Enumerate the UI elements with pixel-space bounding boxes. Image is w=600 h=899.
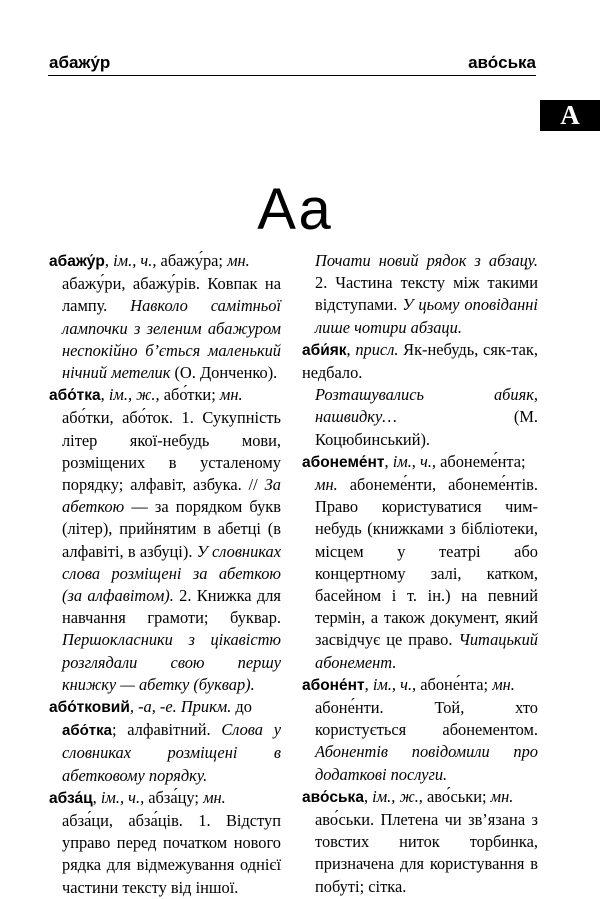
- entry-plural-mark: мн.: [492, 674, 515, 694]
- entry-example: Навколо самітньої лампочки з зеленим абажуром неспокійно б’ється маленький нічний метелик: [62, 296, 281, 383]
- dictionary-entry: [49, 696, 281, 787]
- entry-forms-plural: або́тки, або́ток.: [62, 408, 173, 428]
- dictionary-entry-continuation: [302, 250, 538, 339]
- entry-source: (О. Донченко).: [174, 363, 278, 383]
- entry-example: Почати новий рядок з абзацу.: [315, 251, 538, 270]
- running-head-right: аво́ська: [468, 53, 536, 72]
- entry-example: Читацький абонемент.: [315, 630, 538, 672]
- header-rule: [48, 75, 536, 76]
- dictionary-entry: абоне́нт, ім., ч., абоне́нта; мн. абоне́нти. Той, хто користується абонементом. Абонентів повідомили про додаткові послуги.: [302, 674, 538, 784]
- left-column: [49, 250, 281, 899]
- entry-headword: аби́як: [302, 341, 347, 359]
- entry-headword: абоне́нт: [302, 676, 365, 694]
- entry-forms-plural: абонеме́нти, абонеме́нтів.: [349, 475, 538, 495]
- entry-forms-plural: абоне́нти.: [315, 698, 384, 718]
- section-letter-heading: Аа: [257, 177, 333, 242]
- entry-headword: абажу́р: [49, 253, 105, 270]
- entry-grammar: , -а, -е.: [129, 697, 177, 717]
- entry-definition: Той, хто користується абонементом.: [315, 698, 538, 740]
- thumb-index-tab: А: [540, 100, 600, 131]
- entry-definition: Плетена чи зв’язана з товстих ниток торбинка, призначена для користування в побуті; сітка.: [315, 810, 538, 896]
- entry-definition: Право користуватися чим-небудь (книжками з бібліотеки, місцем у театрі або концертному залі, катком, басейном і т. ін.) на певний термін, а також документ, який засвідчує це право.: [315, 497, 538, 650]
- entry-grammar: ім., ж.,: [108, 385, 160, 405]
- entry-example: Абонентів повідомили про додаткові послуги.: [315, 742, 538, 784]
- entry-definition: 1. Сукупність літер якої-небудь мови, розміщених в усталеному порядку; алфавіт, азбука. //: [62, 408, 281, 495]
- entry-cross-reference: або́тка: [62, 722, 112, 740]
- entry-forms: абонеме́нта;: [440, 451, 526, 471]
- entry-grammar: присл.: [355, 339, 399, 359]
- entry-definition: ; алфавітний.: [111, 720, 211, 740]
- running-head-left: абажу́р: [49, 53, 111, 72]
- entry-forms: аво́ськи;: [427, 786, 487, 806]
- entry-grammar: ім., ч.,: [372, 674, 417, 694]
- entry-headword: або́тковий: [49, 699, 130, 717]
- entry-forms: абажу́ра;: [160, 251, 223, 270]
- dictionary-entry: або́тка, ім., ж., або́тки; мн. або́тки, або́ток. 1. Сукупність літер якої-небудь мови, розміщених в усталеному порядку; алфавіт, азбука. // За абеткою — за порядком букв (літер), прийнятим в абетці (в алфавіті, в азбуці). У словниках слова розміщені за абеткою (за алфавітом). 2. Книжка для навчання грамоти; буквар. Першокласники з цікавістю розглядали свою першу книжку — абетку (буквар).: [49, 385, 281, 694]
- entry-grammar: ім., ж.,: [372, 786, 423, 806]
- entry-source: (М. Коцюбинський).: [315, 407, 538, 449]
- entry-example: Першокласники з цікавістю розглядали свою першу книжку — абетку (буквар).: [62, 630, 281, 694]
- dictionary-entry: аби́як, присл. Як-небудь, сяк-так, недбало. Розташувались абияк, нашвидку… (М. Коцюбинський).: [302, 339, 538, 449]
- entry-plural-mark: мн.: [203, 787, 226, 807]
- entry-example: У словниках слова розміщені за абеткою (за алфавітом).: [62, 541, 281, 606]
- dictionary-entry: абза́ц, ім., ч., абза́цу; мн. абза́ци, абза́ців. 1. Відступ управо перед початком нового рядка для відмежування однієї частини тексту від іншої.: [49, 787, 281, 897]
- entry-headword: або́тка: [49, 387, 101, 405]
- entry-forms: абоне́нта;: [420, 674, 489, 694]
- entry-forms-plural: абажу́ри, абажу́рів.: [62, 274, 200, 294]
- entry-headword: абонеме́нт: [302, 453, 385, 471]
- entry-plural-mark: мн.: [219, 385, 243, 405]
- entry-grammar: ім., ч.,: [100, 787, 145, 807]
- entry-definition: 2. Частина тексту між такими відступами.: [315, 273, 538, 315]
- entry-example: Слова у словниках розміщені в абетковому порядку.: [62, 720, 281, 785]
- entry-grammar: ім., ч.,: [113, 251, 157, 270]
- entry-headword: аво́ська: [302, 788, 364, 806]
- entry-example: За абеткою: [62, 475, 281, 517]
- entry-definition: 2. Книжка для навчання грамоти; буквар.: [62, 586, 281, 628]
- dictionary-entry: аво́ська, ім., ж., аво́ськи; мн. аво́ськи. Плетена чи зв’язана з товстих ниток торбинка, призначена для користування в побуті; сітка.: [302, 786, 538, 896]
- entry-headword: абза́ц: [49, 789, 93, 807]
- entry-plural-mark: мн.: [315, 475, 338, 495]
- right-column: [302, 250, 538, 898]
- entry-forms-plural: абза́ци, абза́ців.: [62, 811, 183, 831]
- dictionary-entry: абонеме́нт, ім., ч., абонеме́нта; мн. абонеме́нти, абонеме́нтів. Право користуватися чим-небудь (книжками з бібліотеки, місцем у театрі або концертному залі, катком, басейном і т. ін.) на певний термін, а також документ, який засвідчує це право. Читацький абонемент.: [302, 451, 538, 672]
- entry-definition: — за порядком букв (літер), прийнятим в абетці (в алфавіті, в азбуці).: [62, 497, 281, 561]
- entry-definition: 1. Відступ управо перед початком нового рядка для відмежування однієї частини тексту від іншої.: [62, 811, 281, 897]
- entry-example: У цьому оповіданні лише чотири абзаци.: [315, 295, 538, 337]
- entry-mark: Прикм.: [180, 697, 232, 717]
- entry-forms: або́тки;: [163, 385, 216, 405]
- entry-definition: Ковпак на лампу.: [62, 274, 281, 316]
- entry-definition: Як-небудь, сяк-так, недбало.: [302, 339, 538, 383]
- entry-plural-mark: мн.: [227, 251, 250, 270]
- entry-plural-mark: мн.: [490, 786, 514, 806]
- entry-example: Розташувались абияк, нашвидку…: [315, 385, 538, 427]
- entry-grammar: ім., ч.,: [392, 451, 437, 471]
- dictionary-entry: абажу́р, ім., ч., абажу́ра; мн. абажу́ри, абажу́рів. Ковпак на лампу. Навколо самітньої лампочки з зеленим абажуром неспокійно б’ється маленький нічний метелик (О. Донченко).: [49, 251, 281, 383]
- entry-to: до: [235, 697, 252, 717]
- entry-forms: абза́цу;: [148, 787, 199, 807]
- entry-forms-plural: аво́ськи.: [315, 810, 375, 830]
